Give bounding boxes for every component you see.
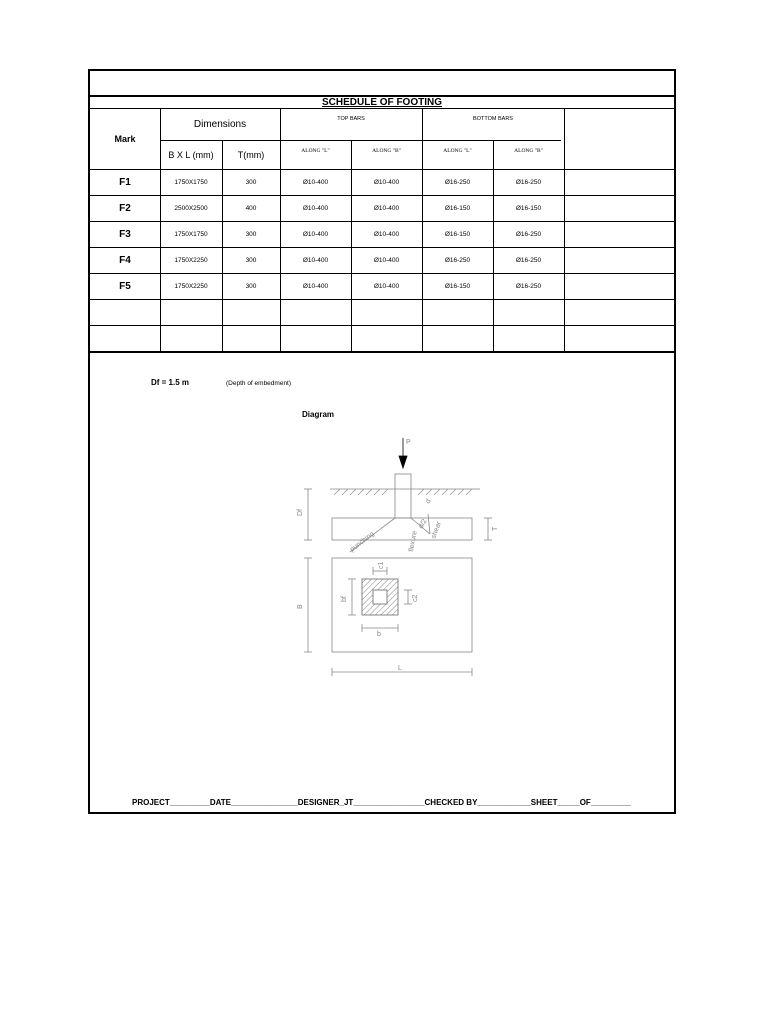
row-bot-l: Ø16-250: [444, 179, 471, 186]
rule-line: [90, 351, 674, 353]
label-p: P: [406, 439, 411, 446]
label-c1: c1: [378, 561, 385, 569]
label-d: d: [424, 498, 433, 505]
header-bottom-bars: BOTTOM BARS: [473, 116, 513, 122]
row-bot-b: Ø16-250: [515, 179, 542, 186]
rule-line: [90, 325, 674, 326]
row-top-l: Ø10-400: [302, 179, 329, 186]
label-b-small: b: [377, 631, 381, 638]
label-c2: c2: [412, 594, 419, 602]
header-top-along-l: ALONG "L": [301, 148, 330, 154]
row-t: 300: [245, 231, 257, 238]
title-block-footer: PROJECT_________DATE_______________DESIGNER_JT________________CHECKED BY____________SHEET_____OF_________: [132, 798, 631, 807]
label-d2: d/2: [417, 518, 429, 530]
row-top-l: Ø10-400: [302, 231, 329, 238]
label-shear: shear: [430, 520, 443, 540]
label-l: L: [398, 665, 402, 672]
row-bxl: 1750X2250: [174, 283, 208, 290]
label-punching: punching: [348, 530, 376, 554]
label-flexure: flexure: [408, 530, 419, 553]
header-bxl: B X L (mm): [168, 150, 214, 160]
diagram-title: Diagram: [302, 410, 335, 419]
row-top-b: Ø10-400: [373, 205, 400, 212]
col-line: [564, 108, 565, 351]
df-note: (Depth of embedment): [226, 380, 292, 387]
row-mark: F1: [119, 177, 131, 188]
row-mark: F4: [119, 255, 131, 266]
header-top-along-b: ALONG "B": [372, 148, 401, 154]
row-bxl: 1750X1750: [174, 179, 208, 186]
row-top-l: Ø10-400: [302, 283, 329, 290]
row-bot-l: Ø16-150: [444, 231, 471, 238]
row-bxl: 1750X1750: [174, 231, 208, 238]
row-t: 400: [245, 205, 257, 212]
schedule-sheet: [88, 69, 676, 814]
row-bot-b: Ø16-150: [515, 205, 542, 212]
label-b: B: [297, 604, 304, 609]
row-bot-b: Ø16-250: [515, 231, 542, 238]
row-mark: F3: [119, 229, 131, 240]
header-dimensions: Dimensions: [193, 119, 247, 130]
footing-diagram: [290, 434, 500, 684]
row-bxl: 1750X2250: [174, 257, 208, 264]
header-mark: Mark: [114, 134, 136, 144]
row-bot-l: Ø16-250: [444, 257, 471, 264]
row-bot-l: Ø16-150: [444, 205, 471, 212]
label-bf: bf: [341, 596, 348, 602]
label-df: Df: [297, 509, 304, 516]
row-t: 300: [245, 283, 257, 290]
header-t: T(mm): [237, 150, 265, 160]
header-bottom-along-l: ALONG "L": [443, 148, 472, 154]
rule-line: [90, 299, 674, 300]
label-t: T: [492, 526, 499, 531]
row-bot-b: Ø16-250: [515, 283, 542, 290]
row-top-b: Ø10-400: [373, 257, 400, 264]
schedule-title: SCHEDULE OF FOOTING: [322, 96, 442, 108]
row-mark: F2: [119, 203, 131, 214]
row-top-b: Ø10-400: [373, 283, 400, 290]
row-top-b: Ø10-400: [373, 179, 400, 186]
header-bottom-along-b: ALONG "B": [514, 148, 543, 154]
row-bxl: 2500X2500: [174, 205, 208, 212]
row-t: 300: [245, 257, 257, 264]
df-value: Df = 1.5 m: [151, 378, 190, 387]
row-top-l: Ø10-400: [302, 257, 329, 264]
row-top-b: Ø10-400: [373, 231, 400, 238]
header-top-bars: TOP BARS: [337, 116, 365, 122]
row-bot-b: Ø16-250: [515, 257, 542, 264]
row-t: 300: [245, 179, 257, 186]
row-bot-l: Ø16-150: [444, 283, 471, 290]
row-mark: F5: [119, 281, 131, 292]
row-top-l: Ø10-400: [302, 205, 329, 212]
